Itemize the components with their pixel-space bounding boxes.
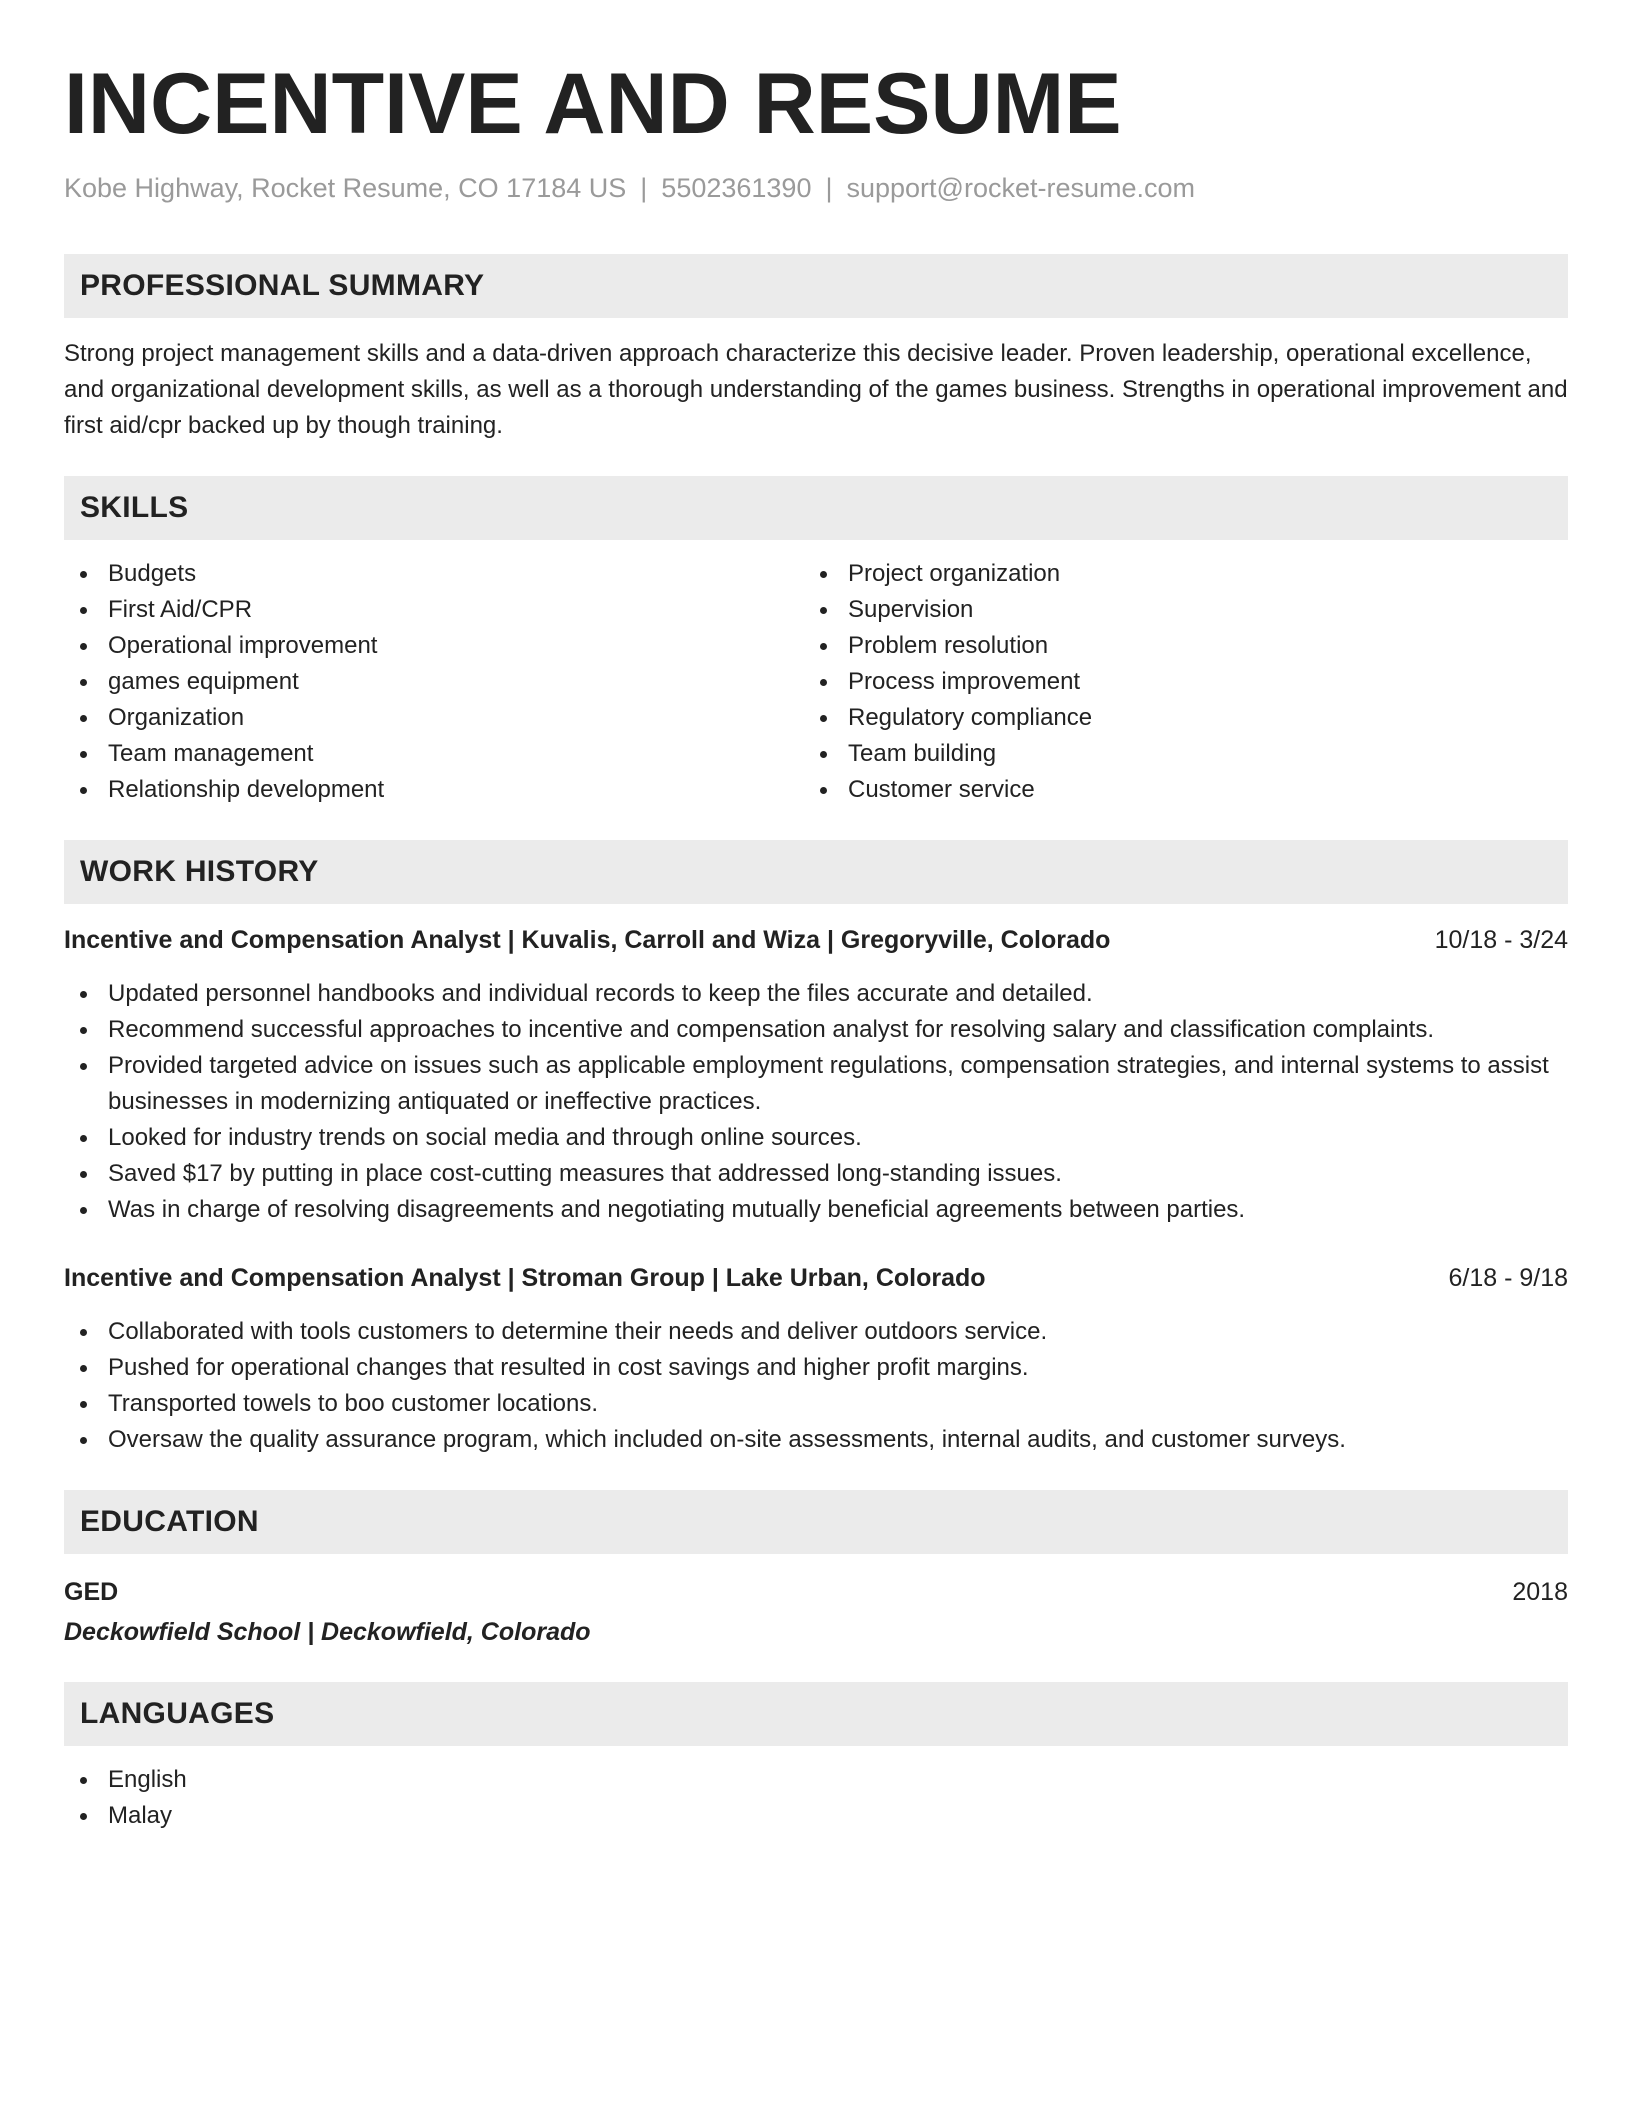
contact-email: support@rocket-resume.com [846, 173, 1196, 203]
job-bullet: Transported towels to boo customer locations. [64, 1386, 1568, 1422]
education-section-header [64, 1490, 1568, 1554]
skills-section-header [64, 476, 1568, 540]
skills-grid [64, 556, 1568, 808]
skill-item: Problem resolution [804, 628, 1544, 664]
resume-name: INCENTIVE AND RESUME [64, 56, 1122, 152]
job-bullet: Recommend successful approaches to incentive and compensation analyst for resolving salary and classification complaints. [64, 1012, 1568, 1048]
job-entry [64, 922, 1568, 1228]
contact-separator: | [825, 173, 833, 203]
skill-item: Process improvement [804, 664, 1544, 700]
education-header [64, 1574, 1568, 1610]
education-school: Deckowfield School | Deckowfield, Colorado [64, 1618, 591, 1646]
skill-item: Team building [804, 736, 1544, 772]
contact-separator: | [640, 173, 648, 203]
skill-item: Budgets [64, 556, 804, 592]
skills-list-right [804, 556, 1544, 808]
languages-section-header [64, 1682, 1568, 1746]
job-bullet: Was in charge of resolving disagreements and negotiating mutually beneficial agreements between parties. [64, 1192, 1568, 1228]
job-bullet: Provided targeted advice on issues such as applicable employment regulations, compensation strategies, and internal systems to assist businesses in modernizing antiquated or ineffective practices. [64, 1048, 1568, 1120]
job-bullet: Looked for industry trends on social media and through online sources. [64, 1120, 1568, 1156]
languages-heading: LANGUAGES [80, 1697, 275, 1730]
skill-item: Supervision [804, 592, 1544, 628]
skill-item: Customer service [804, 772, 1544, 808]
language-item: English [64, 1762, 1568, 1798]
job-bullet: Collaborated with tools customers to determine their needs and deliver outdoors service. [64, 1314, 1568, 1350]
skill-item: Organization [64, 700, 804, 736]
job-dates: 6/18 - 9/18 [1448, 1264, 1568, 1292]
work-section-header [64, 840, 1568, 904]
job-bullet: Pushed for operational changes that resulted in cost savings and higher profit margins. [64, 1350, 1568, 1386]
education-degree: GED [64, 1578, 119, 1606]
contact-address: Kobe Highway, Rocket Resume, CO 17184 US [64, 173, 627, 203]
job-bullets [64, 1314, 1568, 1458]
job-bullets [64, 976, 1568, 1228]
skills-list-left [64, 556, 804, 808]
skill-item: games equipment [64, 664, 804, 700]
job-dates: 10/18 - 3/24 [1434, 926, 1568, 954]
job-header [64, 1260, 1568, 1296]
languages-list [64, 1762, 1568, 1834]
education-year: 2018 [1512, 1578, 1568, 1606]
education-entry [64, 1574, 1568, 1650]
summary-text: Strong project management skills and a data-driven approach characterize this decisive leader. Proven leadership, operational excellence, and organizational development skills, as well as a thorough understanding of the games business. Strengths in operational improvement and first aid/cpr backed up by though training. [64, 340, 1568, 439]
skill-item: Operational improvement [64, 628, 804, 664]
skill-item: First Aid/CPR [64, 592, 804, 628]
skills-heading: SKILLS [80, 491, 189, 524]
summary-section-header [64, 254, 1568, 318]
job-bullet: Oversaw the quality assurance program, which included on-site assessments, internal audits, and customer surveys. [64, 1422, 1568, 1458]
work-heading: WORK HISTORY [80, 855, 319, 888]
job-header [64, 922, 1568, 958]
contact-phone: 5502361390 [661, 173, 812, 203]
contact-line [64, 170, 1568, 206]
skill-item: Team management [64, 736, 804, 772]
job-bullet: Saved $17 by putting in place cost-cutting measures that addressed long-standing issues. [64, 1156, 1568, 1192]
job-bullet: Updated personnel handbooks and individual records to keep the files accurate and detailed. [64, 976, 1568, 1012]
skill-item: Relationship development [64, 772, 804, 808]
job-entry [64, 1260, 1568, 1458]
education-heading: EDUCATION [80, 1505, 259, 1538]
language-item: Malay [64, 1798, 1568, 1834]
skill-item: Project organization [804, 556, 1544, 592]
job-title: Incentive and Compensation Analyst | Kuvalis, Carroll and Wiza | Gregoryville, Colorado [64, 926, 1111, 954]
job-title: Incentive and Compensation Analyst | Stroman Group | Lake Urban, Colorado [64, 1264, 986, 1292]
summary-heading: PROFESSIONAL SUMMARY [80, 269, 485, 302]
skill-item: Regulatory compliance [804, 700, 1544, 736]
